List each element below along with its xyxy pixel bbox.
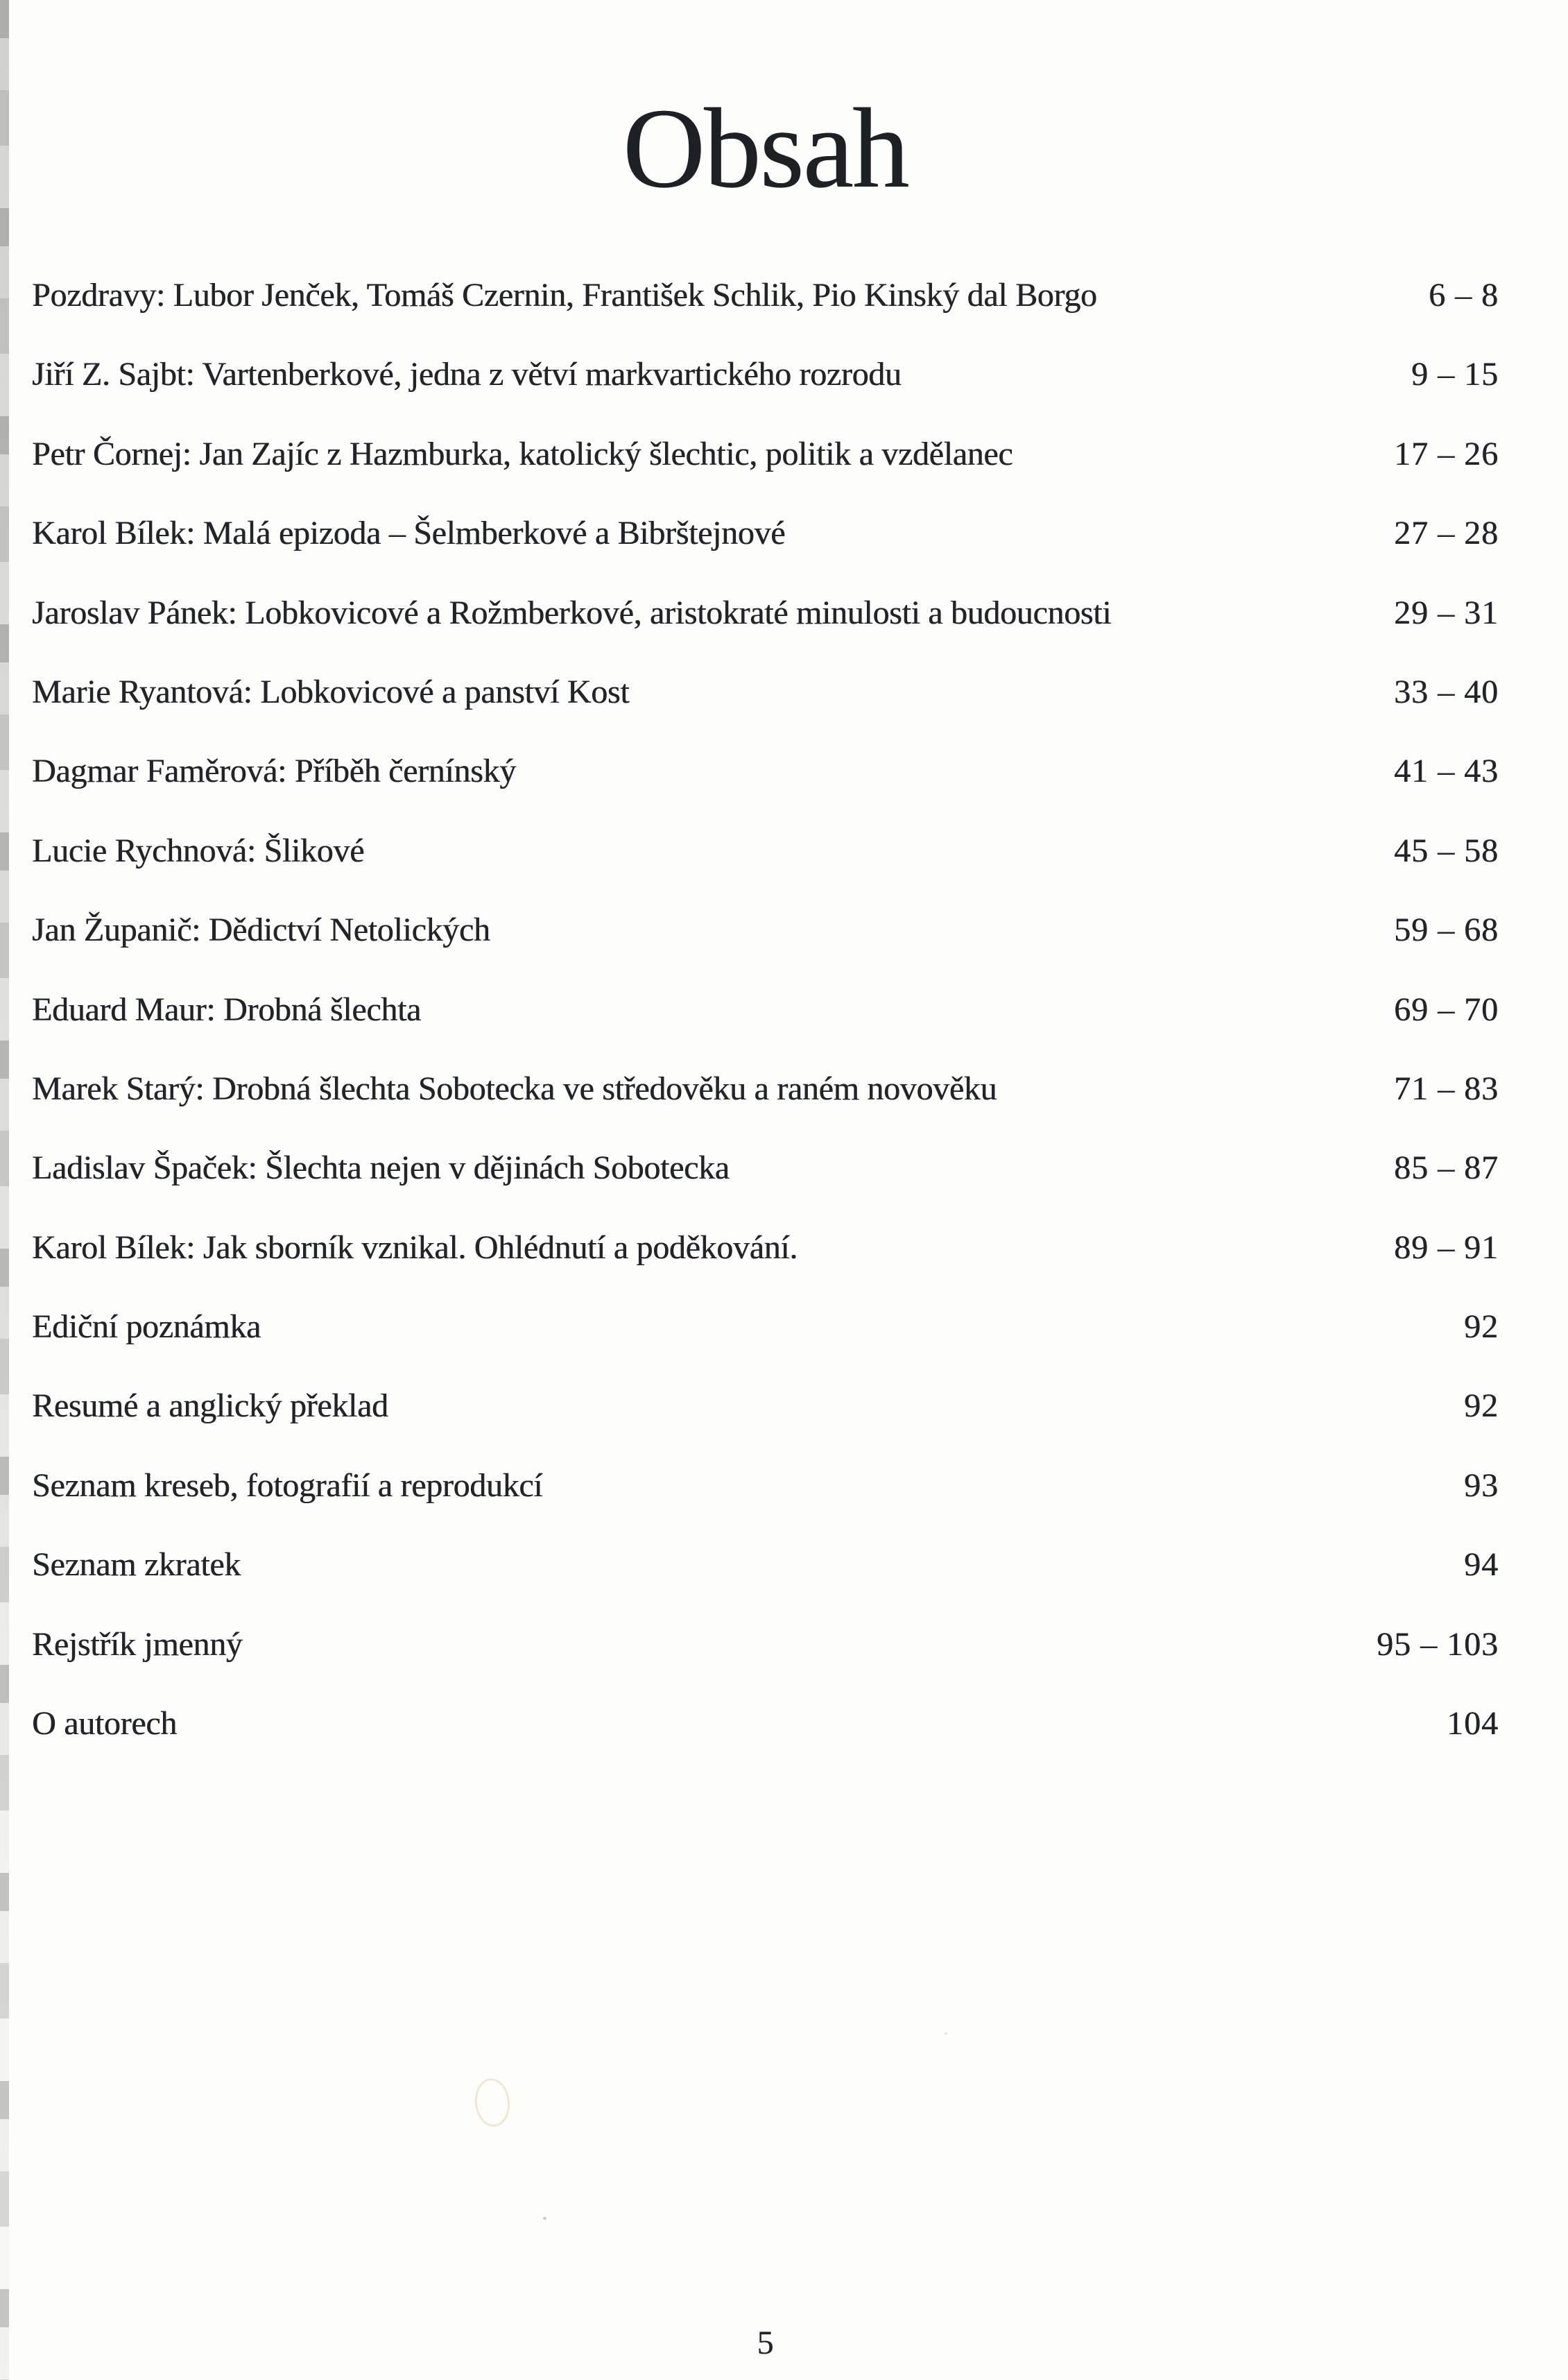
toc-entry-label: Eduard Maur: Drobná šlechta	[32, 991, 422, 1028]
toc-entry-label: Marek Starý: Drobná šlechta Sobotecka ve středověku a raném novověku	[32, 1070, 997, 1107]
toc-entry-page-range: 94	[1464, 1546, 1499, 1584]
toc-entry-page-range: 59 – 68	[1394, 911, 1499, 949]
toc-entry	[32, 358, 1499, 437]
toc-entry-label: Ladislav Špaček: Šlechta nejen v dějinách Sobotecka	[32, 1149, 730, 1187]
toc-entry-page-range: 71 – 83	[1394, 1070, 1499, 1107]
toc-entry	[32, 1072, 1499, 1152]
toc-entry-page-range: 92	[1464, 1387, 1499, 1425]
toc-entry-page-range: 93	[1464, 1466, 1499, 1504]
toc-entry-label: Karol Bílek: Jak sborník vznikal. Ohlédnutí a poděkování.	[32, 1228, 798, 1266]
toc-entry-page-range: 104	[1447, 1705, 1499, 1743]
toc-entry-label: Lucie Rychnová: Šlikové	[32, 832, 365, 869]
toc-entry	[32, 1149, 1499, 1231]
toc-entry	[32, 1625, 1499, 1707]
toc-entry-page-range: 45 – 58	[1394, 832, 1499, 869]
toc-entry-page-range: 29 – 31	[1394, 594, 1499, 631]
toc-entry-page-range: 27 – 28	[1394, 515, 1499, 552]
toc-entry-label: Dagmar Faměrová: Příběh černínský	[32, 753, 516, 790]
toc-entry-label: Karol Bílek: Malá epizoda – Šelmberkové a Bibrštejnové	[32, 515, 786, 552]
toc-entry	[32, 1389, 1499, 1469]
toc-entry-label: Rejstřík jmenný	[32, 1625, 243, 1663]
toc-entry-label: Pozdravy: Lubor Jenček, Tomáš Czernin, František Schlik, Pio Kinský dal Borgo	[32, 277, 1097, 314]
toc-entry	[32, 435, 1499, 517]
toc-entry	[32, 1310, 1499, 1389]
toc-list	[32, 279, 1499, 1786]
toc-entry-page-range: 85 – 87	[1394, 1149, 1499, 1187]
toc-entry	[32, 1707, 1499, 1786]
toc-entry-label: Petr Čornej: Jan Zajíc z Hazmburka, katolický šlechtic, politik a vzdělanec	[32, 435, 1013, 472]
toc-entry	[32, 993, 1499, 1072]
toc-entry-page-range: 6 – 8	[1429, 277, 1499, 314]
toc-entry-label: Resumé a anglický překlad	[32, 1387, 388, 1425]
toc-entry-label: Jiří Z. Sajbt: Vartenberkové, jedna z větví markvartického rozrodu	[32, 356, 902, 393]
toc-entry	[32, 517, 1499, 596]
toc-entry	[32, 1548, 1499, 1627]
toc-entry-page-range: 69 – 70	[1394, 991, 1499, 1028]
toc-entry-page-range: 95 – 103	[1377, 1625, 1499, 1663]
toc-entry	[32, 755, 1499, 834]
toc-entry-label: Jan Županič: Dědictví Netolických	[32, 911, 490, 949]
scan-artifact-speck	[543, 2217, 546, 2220]
toc-entry	[32, 911, 1499, 993]
toc-entry-label: Seznam kreseb, fotografií a reprodukcí	[32, 1466, 543, 1504]
toc-entry-page-range: 92	[1464, 1308, 1499, 1346]
page-number-footer: 5	[757, 2325, 774, 2361]
toc-entry-page-range: 17 – 26	[1394, 435, 1499, 472]
toc-entry	[32, 279, 1499, 358]
toc-entry-label: Seznam zkratek	[32, 1546, 241, 1584]
toc-entry	[32, 1228, 1499, 1310]
toc-entry-page-range: 9 – 15	[1411, 356, 1499, 393]
toc-entry-label: Marie Ryantová: Lobkovicové a panství Kost	[32, 673, 630, 710]
toc-entry	[32, 673, 1499, 755]
toc-entry	[32, 834, 1499, 914]
page-title: Obsah	[622, 85, 908, 212]
scan-artifact-speck	[945, 2032, 947, 2035]
toc-entry	[32, 1466, 1499, 1548]
toc-entry-page-range: 33 – 40	[1394, 673, 1499, 710]
toc-entry-label: Jaroslav Pánek: Lobkovicové a Rožmberkové, aristokraté minulosti a budoucnosti	[32, 594, 1112, 631]
scan-edge-artifact	[0, 0, 9, 2380]
scan-artifact-ring	[472, 2077, 512, 2129]
toc-entry-label: O autorech	[32, 1705, 177, 1743]
toc-entry-page-range: 89 – 91	[1394, 1228, 1499, 1266]
toc-entry-label: Ediční poznámka	[32, 1308, 261, 1346]
toc-entry	[32, 594, 1499, 676]
toc-entry-page-range: 41 – 43	[1394, 753, 1499, 790]
